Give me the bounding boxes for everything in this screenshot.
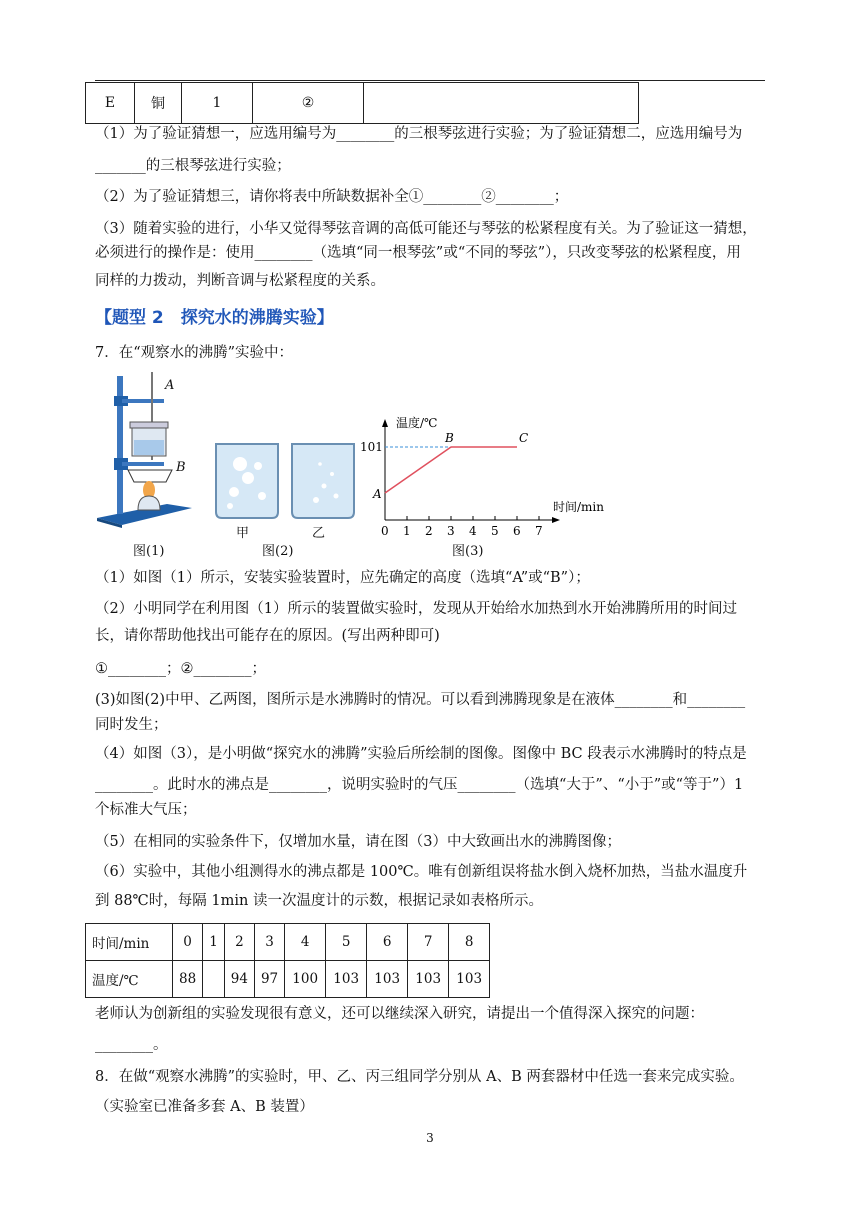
x-tick-label: 7 [535, 524, 543, 538]
q8-line2: （实验室已准备多套 A、B 装置） [95, 1099, 314, 1115]
table-cell: 100 [285, 961, 326, 998]
x-tick-label: 2 [425, 524, 433, 538]
q7-part2-answers: ①________；②________； [95, 661, 266, 677]
q6-part3-line1: （3）随着实验的进行，小华又觉得琴弦音调的高低可能还与琴弦的松紧程度有关。为了验证这一猜想， [95, 221, 757, 237]
q7-part1: （1）如图（1）所示，安装实验装置时，应先确定的高度（选填“A”或“B”）； [95, 570, 590, 586]
strings-table-fragment [85, 82, 639, 124]
salt-water-temperature-table [85, 923, 490, 998]
table-cell: E [86, 83, 135, 124]
beaker-yi [292, 444, 354, 518]
table-cell: 103 [326, 961, 367, 998]
table-cell: 1 [203, 924, 225, 961]
table-cell: ② [253, 83, 364, 124]
q7-part6-line2: 到 88℃时，每隔 1min 读一次温度计的示数，根据记录如表格所示。 [95, 893, 543, 909]
x-tick-label: 0 [381, 524, 389, 538]
table-cell: 103 [367, 961, 408, 998]
table-cell [364, 83, 639, 124]
fig2-caption: 图(2) [262, 544, 294, 559]
table-cell: 8 [449, 924, 490, 961]
temperature-time-chart [360, 415, 610, 540]
table-cell: 97 [254, 961, 284, 998]
x-axis-label: 时间/min [553, 500, 604, 514]
q6-part1-line2: _______的三根琴弦进行实验； [95, 158, 291, 174]
boiling-apparatus-figure [92, 370, 202, 530]
beaker-yi-label: 乙 [312, 526, 326, 541]
table-cell: 3 [254, 924, 284, 961]
q7-intro: 7．在“观察水的沸腾”实验中： [95, 345, 294, 361]
q7-part3-line1: (3)如图(2)中甲、乙两图，图所示是水沸腾时的情况。可以看到沸腾现象是在液体________和________ [95, 692, 746, 708]
q7-part4-line1: （4）如图（3），是小明做“探究水的沸腾”实验后所绘制的图像。图像中 BC 段表示水沸腾时的特点是 [95, 746, 747, 762]
beaker-jia-label: 甲 [236, 526, 250, 541]
table-cell: 103 [408, 961, 449, 998]
y-tick-label: 101 [360, 440, 383, 454]
q8-line1: 8．在做“观察水沸腾”的实验时，甲、乙、丙三组同学分别从 A、B 两套器材中任选一套来完成实验。 [95, 1069, 744, 1085]
table-cell: 6 [367, 924, 408, 961]
q7-part3-line2: 同时发生； [95, 717, 168, 733]
y-axis-label: 温度/℃ [396, 416, 438, 430]
point-label-c: C [519, 431, 529, 445]
point-label-a: A [373, 487, 382, 501]
table-cell: 1 [182, 83, 253, 124]
q7-part2-line1: （2）小明同学在利用图（1）所示的装置做实验时，发现从开始给水加热到水开始沸腾所用的时间过 [95, 601, 737, 617]
table-header-cell: 温度/℃ [86, 961, 173, 998]
heating-segment-ab [385, 447, 451, 493]
q7-part5: （5）在相同的实验条件下，仅增加水量，请在图（3）中大致画出水的沸腾图像； [95, 834, 621, 850]
q7-part6-answer: ________。 [95, 1037, 168, 1053]
fig1-caption: 图(1) [133, 544, 165, 559]
x-tick-label: 5 [491, 524, 499, 538]
table-row [86, 924, 490, 961]
table-cell: 4 [285, 924, 326, 961]
x-tick-label: 1 [403, 524, 411, 538]
table-cell: 0 [173, 924, 203, 961]
label-a: A [165, 378, 175, 393]
table-cell: 103 [449, 961, 490, 998]
table-header-cell: 时间/min [86, 924, 173, 961]
page-top-rule [95, 80, 765, 81]
q6-part2: （2）为了验证猜想三，请你将表中所缺数据补全①________②________； [95, 189, 569, 205]
table-cell: 94 [224, 961, 254, 998]
table-cell: 88 [173, 961, 203, 998]
table-cell [203, 961, 225, 998]
q7-part4-line2: ________。此时水的沸点是________，说明实验时的气压________（选填“大于”、“小于”或“等于”）1 [95, 777, 744, 793]
q7-part4-line3: 个标准大气压； [95, 802, 197, 818]
table-cell: 5 [326, 924, 367, 961]
table-cell: 铜 [135, 83, 182, 124]
q7-part2-line2: 长，请你帮助他找出可能存在的原因。(写出两种即可) [95, 628, 440, 644]
x-tick-label: 6 [513, 524, 521, 538]
bubbles-beakers-figure [212, 440, 362, 522]
q6-part1-line1: （1）为了验证猜想一，应选用编号为________的三根琴弦进行实验；为了验证猜想二，应选用编号为 [95, 126, 743, 142]
q7-part6-line1: （6）实验中，其他小组测得水的沸点都是 100℃。唯有创新组误将盐水倒入烧杯加热，当盐水温度升 [95, 864, 748, 880]
q6-part3-line2: 必须进行的操作是：使用________（选填“同一根琴弦”或“不同的琴弦”），只改变琴弦的松紧程度，用 [95, 245, 741, 261]
section-heading: 【题型 2 探究水的沸腾实验】 [95, 308, 334, 328]
table-cell: 2 [224, 924, 254, 961]
fig3-caption: 图(3) [452, 544, 484, 559]
page-number: 3 [426, 1131, 434, 1145]
label-b: B [176, 460, 186, 475]
table-row [86, 961, 490, 998]
x-tick-label: 3 [447, 524, 455, 538]
table-cell: 7 [408, 924, 449, 961]
alcohol-lamp [138, 496, 160, 510]
x-tick-label: 4 [469, 524, 477, 538]
point-label-b: B [445, 431, 454, 445]
q6-part3-line3: 同样的力拨动，判断音调与松紧程度的关系。 [95, 273, 385, 289]
table-row [86, 83, 639, 124]
q7-part6-question: 老师认为创新组的实验发现很有意义，还可以继续深入研究，请提出一个值得深入探究的问题： [95, 1006, 704, 1022]
